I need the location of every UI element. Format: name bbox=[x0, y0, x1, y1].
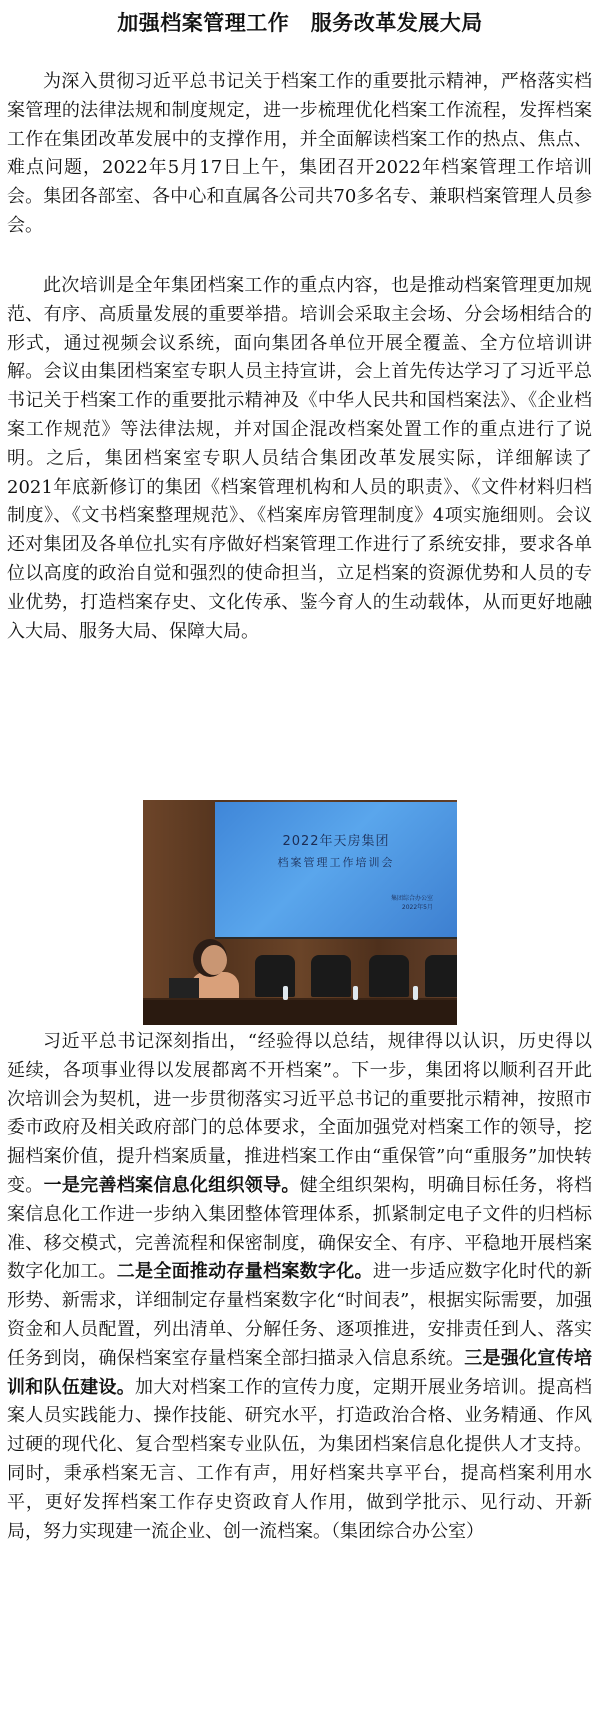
paragraph-3-intro: 习近平总书记深刻指出，“经验得以总结，规律得以认识，历史得以延续，各项事业得以发展都离不开档案”。下一步，集团将以顺利召开此次培训会为契机，进一步贯彻落实习近平总书记的重要批示精神，按照市委市政府及相关政府部门的总体要求，全面加强党对档案工作的领导，挖掘档案价值，提升档案质量，推进档案工作由“重保管”向“重服务”加快转变。 bbox=[7, 1031, 592, 1196]
article-title: 加强档案管理工作 服务改革发展大局 bbox=[117, 11, 483, 35]
point-2-heading: 二是全面推动存量档案数字化。 bbox=[116, 1261, 373, 1283]
point-1-body: 健全组织架构，明确目标任务，将档案信息化工作进一步纳入集团整体管理体系，抓紧制定电子文件的归档标准、移交模式，完善流程和保密制度，确保安全、有序、平稳地开展档案数字化加工。 bbox=[7, 1174, 593, 1283]
training-meeting-photo bbox=[143, 800, 457, 1025]
speaker-head bbox=[201, 945, 227, 975]
bottle-icon bbox=[353, 986, 358, 1000]
screen-title: 2022年天房集团 bbox=[282, 834, 390, 849]
chair bbox=[311, 955, 351, 997]
desk bbox=[143, 998, 457, 1025]
point-3-body: 加大对档案工作的宣传力度，定期开展业务培训。提高档案人员实践能力、操作技能、研究水平，打造政治合格、业务精通、作风过硬的现代化、复合型档案专业队伍，为集团档案信息化提供人才支持。同时，秉承档案无言、工作有声，用好档案共享平台，提高档案利用水平，更好发挥档案工作存史资政育人作用，做到学批示、见行动、开新局，努力实现建一流企业、创一流档案。（集团综合办公室） bbox=[7, 1376, 593, 1542]
laptop-icon bbox=[169, 978, 199, 998]
screen-date: 2022年5月 bbox=[401, 904, 433, 911]
screen-subtitle: 档案管理工作培训会 bbox=[277, 856, 395, 869]
screen-footer bbox=[391, 894, 433, 912]
point-3-heading: 三是强化宣传培训和队伍建设。 bbox=[7, 1347, 593, 1398]
point-1-heading: 一是完善档案信息化组织领导。 bbox=[43, 1174, 300, 1196]
chair bbox=[425, 955, 457, 997]
paragraph-1: 为深入贯彻习近平总书记关于档案工作的重要批示精神，严格落实档案管理的法律法规和制度规定，进一步梳理优化档案工作流程，发挥档案工作在集团改革发展中的支撑作用，并全面解读档案工作的热点、焦点、难点问题，2022年5月17日上午，集团召开2022年档案管理工作培训会。集团各部室、各中心和直属各公司共70多名专、兼职档案管理人员参会。 bbox=[7, 71, 592, 236]
bottle-icon bbox=[283, 986, 288, 1000]
bottle-icon bbox=[413, 986, 418, 1000]
chair bbox=[369, 955, 409, 997]
chair bbox=[255, 955, 295, 997]
point-2-body: 进一步适应数字化时代的新形势、新需求，详细制定存量档案数字化“时间表”，根据实际需要，加强资金和人员配置，列出清单、分解任务、逐项推进，安排责任到人、落实任务到岗，确保档案室存量档案全部扫描录入信息系统。 bbox=[7, 1261, 593, 1369]
screen-dept: 集团综合办公室 bbox=[390, 895, 433, 902]
paragraph-3 bbox=[7, 1028, 592, 1546]
paragraph-2: 此次培训是全年集团档案工作的重点内容，也是推动档案管理更加规范、有序、高质量发展的重要举措。培训会采取主会场、分会场相结合的形式，通过视频会议系统，面向集团各单位开展全覆盖、全方位培训讲解。会议由集团档案室专职人员主持宣讲，会上首先传达学习了习近平总书记关于档案工作的重要批示精神及《中华人民共和国档案法》、《企业档案工作规范》等法律法规，并对国企混改档案处置工作的重点进行了说明。之后，集团档案室专职人员结合集团改革发展实际，详细解读了2021年底新修订的集团《档案管理机构和人员的职责》、《文件材料归档制度》、《文书档案整理规范》、《档案库房管理制度》4项实施细则。会议还对集团及各单位扎实有序做好档案管理工作进行了系统安排，要求各单位以高度的政治自觉和强烈的使命担当，立足档案的资源优势和人员的专业优势，打造档案存史、文化传承、鉴今育人的生动载体，从而更好地融入大局、服务大局、保障大局。 bbox=[7, 275, 592, 642]
projection-screen bbox=[215, 802, 457, 939]
